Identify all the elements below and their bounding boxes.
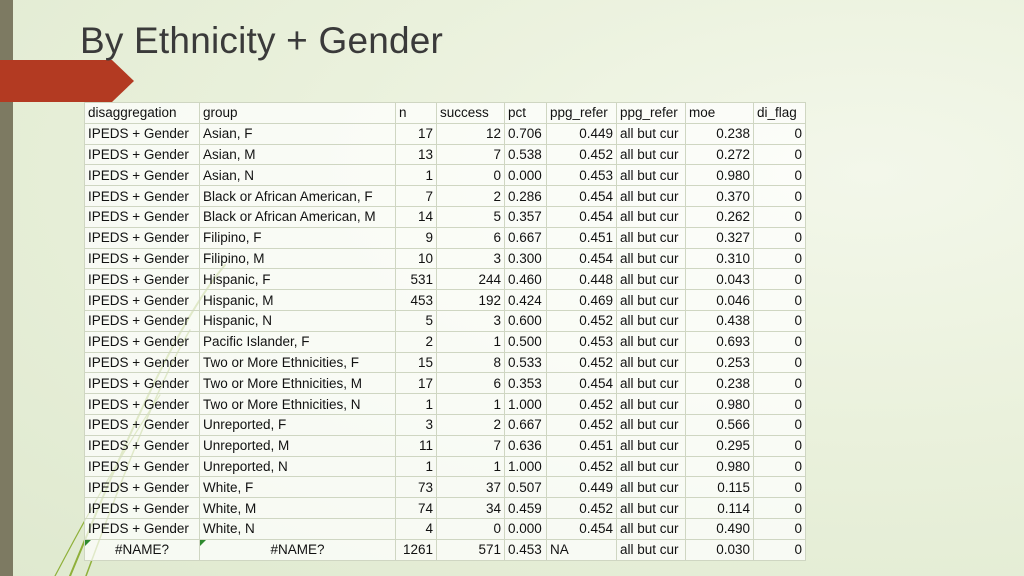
cell-success: 12 bbox=[437, 123, 505, 144]
cell-moe: 0.980 bbox=[686, 394, 754, 415]
cell-ppg-reference-group: all but cur bbox=[617, 456, 686, 477]
cell-ppg-reference-group: all but cur bbox=[617, 227, 686, 248]
table-row bbox=[85, 331, 806, 352]
cell-ppg-reference-group: all but cur bbox=[617, 498, 686, 519]
cell-ppg-reference: 0.454 bbox=[547, 518, 617, 539]
cell-ppg-reference-group: all but cur bbox=[617, 248, 686, 269]
table-row bbox=[85, 123, 806, 144]
cell-pct: 1.000 bbox=[505, 456, 547, 477]
cell-moe: 0.114 bbox=[686, 498, 754, 519]
cell-success: 192 bbox=[437, 290, 505, 311]
cell-di-flag: 0 bbox=[754, 144, 806, 165]
cell-disaggregation: IPEDS + Gender bbox=[85, 123, 200, 144]
cell-group: Black or African American, M bbox=[200, 206, 396, 227]
cell-di-flag: 0 bbox=[754, 394, 806, 415]
column-header: di_flag bbox=[754, 103, 806, 124]
cell-group: Unreported, M bbox=[200, 435, 396, 456]
cell-moe: 0.310 bbox=[686, 248, 754, 269]
cell-pct: 0.000 bbox=[505, 518, 547, 539]
cell-moe: 0.046 bbox=[686, 290, 754, 311]
cell-group: Hispanic, F bbox=[200, 269, 396, 290]
cell-pct: 0.667 bbox=[505, 414, 547, 435]
cell-success: 3 bbox=[437, 310, 505, 331]
table-row bbox=[85, 206, 806, 227]
cell-group: Two or More Ethnicities, N bbox=[200, 394, 396, 415]
cell-success: 7 bbox=[437, 435, 505, 456]
cell-ppg-reference-group: all but cur bbox=[617, 206, 686, 227]
table-row bbox=[85, 456, 806, 477]
cell-success: 1 bbox=[437, 456, 505, 477]
cell-di-flag: 0 bbox=[754, 310, 806, 331]
table-row bbox=[85, 290, 806, 311]
cell-moe: 0.238 bbox=[686, 373, 754, 394]
cell-ppg-reference: 0.454 bbox=[547, 206, 617, 227]
cell-disaggregation: IPEDS + Gender bbox=[85, 248, 200, 269]
cell-group: Hispanic, M bbox=[200, 290, 396, 311]
cell-ppg-reference: 0.454 bbox=[547, 248, 617, 269]
cell-pct: 0.538 bbox=[505, 144, 547, 165]
cell-ppg-reference-group: all but cur bbox=[617, 539, 686, 560]
cell-pct: 0.353 bbox=[505, 373, 547, 394]
cell-pct: 0.500 bbox=[505, 331, 547, 352]
cell-pct: 1.000 bbox=[505, 394, 547, 415]
cell-n: 453 bbox=[396, 290, 437, 311]
cell-n: 531 bbox=[396, 269, 437, 290]
cell-n: 4 bbox=[396, 518, 437, 539]
cell-success: 6 bbox=[437, 227, 505, 248]
cell-ppg-reference: 0.448 bbox=[547, 269, 617, 290]
summary-row bbox=[85, 539, 806, 560]
cell-ppg-reference: 0.449 bbox=[547, 123, 617, 144]
cell-n: 14 bbox=[396, 206, 437, 227]
cell-pct: 0.706 bbox=[505, 123, 547, 144]
cell-pct: 0.460 bbox=[505, 269, 547, 290]
table-row bbox=[85, 394, 806, 415]
cell-disaggregation: IPEDS + Gender bbox=[85, 414, 200, 435]
cell-ppg-reference: 0.452 bbox=[547, 498, 617, 519]
cell-di-flag: 0 bbox=[754, 227, 806, 248]
column-header: group bbox=[200, 103, 396, 124]
cell-pct: 0.453 bbox=[505, 539, 547, 560]
cell-group: White, F bbox=[200, 477, 396, 498]
data-table bbox=[84, 102, 806, 561]
cell-n: 7 bbox=[396, 186, 437, 207]
cell-n: 1 bbox=[396, 456, 437, 477]
cell-ppg-reference-group: all but cur bbox=[617, 518, 686, 539]
cell-success: 1 bbox=[437, 331, 505, 352]
cell-disaggregation: IPEDS + Gender bbox=[85, 394, 200, 415]
cell-ppg-reference: 0.449 bbox=[547, 477, 617, 498]
cell-pct: 0.000 bbox=[505, 165, 547, 186]
column-header: success bbox=[437, 103, 505, 124]
column-header: n bbox=[396, 103, 437, 124]
cell-ppg-reference: 0.452 bbox=[547, 456, 617, 477]
cell-moe: 0.115 bbox=[686, 477, 754, 498]
cell-pct: 0.533 bbox=[505, 352, 547, 373]
cell-group: Filipino, F bbox=[200, 227, 396, 248]
cell-moe: 0.030 bbox=[686, 539, 754, 560]
cell-ppg-reference-group: all but cur bbox=[617, 435, 686, 456]
cell-ppg-reference: 0.453 bbox=[547, 165, 617, 186]
table-row bbox=[85, 352, 806, 373]
cell-success: 5 bbox=[437, 206, 505, 227]
cell-ppg-reference-group: all but cur bbox=[617, 186, 686, 207]
cell-disaggregation: IPEDS + Gender bbox=[85, 227, 200, 248]
table-row bbox=[85, 310, 806, 331]
cell-disaggregation: IPEDS + Gender bbox=[85, 331, 200, 352]
cell-moe: 0.327 bbox=[686, 227, 754, 248]
cell-moe: 0.043 bbox=[686, 269, 754, 290]
cell-di-flag: 0 bbox=[754, 456, 806, 477]
cell-moe: 0.370 bbox=[686, 186, 754, 207]
cell-group: Asian, N bbox=[200, 165, 396, 186]
cell-disaggregation: IPEDS + Gender bbox=[85, 269, 200, 290]
page-title: By Ethnicity + Gender bbox=[80, 20, 444, 61]
cell-pct: 0.286 bbox=[505, 186, 547, 207]
cell-disaggregation: IPEDS + Gender bbox=[85, 373, 200, 394]
cell-n: 2 bbox=[396, 331, 437, 352]
cell-moe: 0.272 bbox=[686, 144, 754, 165]
cell-group: White, M bbox=[200, 498, 396, 519]
cell-group: #NAME? bbox=[200, 539, 396, 560]
cell-disaggregation: #NAME? bbox=[85, 539, 200, 560]
table-row bbox=[85, 518, 806, 539]
cell-ppg-reference: 0.454 bbox=[547, 373, 617, 394]
table-row bbox=[85, 227, 806, 248]
cell-moe: 0.438 bbox=[686, 310, 754, 331]
cell-di-flag: 0 bbox=[754, 414, 806, 435]
cell-di-flag: 0 bbox=[754, 290, 806, 311]
cell-moe: 0.262 bbox=[686, 206, 754, 227]
cell-disaggregation: IPEDS + Gender bbox=[85, 144, 200, 165]
cell-group: Black or African American, F bbox=[200, 186, 396, 207]
cell-disaggregation: IPEDS + Gender bbox=[85, 518, 200, 539]
cell-success: 2 bbox=[437, 186, 505, 207]
cell-ppg-reference-group: all but cur bbox=[617, 477, 686, 498]
cell-success: 571 bbox=[437, 539, 505, 560]
cell-ppg-reference: 0.452 bbox=[547, 414, 617, 435]
cell-di-flag: 0 bbox=[754, 269, 806, 290]
cell-ppg-reference-group: all but cur bbox=[617, 269, 686, 290]
cell-moe: 0.693 bbox=[686, 331, 754, 352]
cell-n: 74 bbox=[396, 498, 437, 519]
cell-n: 1 bbox=[396, 394, 437, 415]
cell-pct: 0.300 bbox=[505, 248, 547, 269]
cell-pct: 0.357 bbox=[505, 206, 547, 227]
cell-moe: 0.980 bbox=[686, 456, 754, 477]
cell-n: 73 bbox=[396, 477, 437, 498]
cell-ppg-reference-group: all but cur bbox=[617, 310, 686, 331]
cell-moe: 0.566 bbox=[686, 414, 754, 435]
cell-pct: 0.667 bbox=[505, 227, 547, 248]
table-row bbox=[85, 477, 806, 498]
cell-ppg-reference-group: all but cur bbox=[617, 165, 686, 186]
cell-di-flag: 0 bbox=[754, 435, 806, 456]
cell-success: 7 bbox=[437, 144, 505, 165]
cell-n: 17 bbox=[396, 373, 437, 394]
cell-moe: 0.295 bbox=[686, 435, 754, 456]
cell-group: Hispanic, N bbox=[200, 310, 396, 331]
cell-pct: 0.600 bbox=[505, 310, 547, 331]
table-row bbox=[85, 269, 806, 290]
cell-pct: 0.636 bbox=[505, 435, 547, 456]
table-row bbox=[85, 435, 806, 456]
table-header-row bbox=[85, 103, 806, 124]
cell-moe: 0.980 bbox=[686, 165, 754, 186]
cell-di-flag: 0 bbox=[754, 123, 806, 144]
cell-ppg-reference-group: all but cur bbox=[617, 123, 686, 144]
cell-di-flag: 0 bbox=[754, 331, 806, 352]
table-row bbox=[85, 144, 806, 165]
column-header: pct bbox=[505, 103, 547, 124]
cell-group: Filipino, M bbox=[200, 248, 396, 269]
cell-ppg-reference: 0.454 bbox=[547, 186, 617, 207]
cell-di-flag: 0 bbox=[754, 477, 806, 498]
table-row bbox=[85, 498, 806, 519]
cell-success: 37 bbox=[437, 477, 505, 498]
cell-ppg-reference-group: all but cur bbox=[617, 394, 686, 415]
table-row bbox=[85, 373, 806, 394]
cell-ppg-reference-group: all but cur bbox=[617, 331, 686, 352]
cell-disaggregation: IPEDS + Gender bbox=[85, 165, 200, 186]
cell-group: Pacific Islander, F bbox=[200, 331, 396, 352]
cell-ppg-reference: 0.452 bbox=[547, 310, 617, 331]
cell-disaggregation: IPEDS + Gender bbox=[85, 477, 200, 498]
cell-pct: 0.424 bbox=[505, 290, 547, 311]
table-body bbox=[85, 123, 806, 560]
cell-n: 5 bbox=[396, 310, 437, 331]
cell-n: 13 bbox=[396, 144, 437, 165]
cell-ppg-reference-group: all but cur bbox=[617, 373, 686, 394]
cell-ppg-reference: NA bbox=[547, 539, 617, 560]
cell-disaggregation: IPEDS + Gender bbox=[85, 310, 200, 331]
cell-n: 9 bbox=[396, 227, 437, 248]
cell-disaggregation: IPEDS + Gender bbox=[85, 352, 200, 373]
table-row bbox=[85, 248, 806, 269]
cell-disaggregation: IPEDS + Gender bbox=[85, 435, 200, 456]
cell-ppg-reference: 0.452 bbox=[547, 394, 617, 415]
cell-success: 3 bbox=[437, 248, 505, 269]
cell-n: 11 bbox=[396, 435, 437, 456]
column-header: moe bbox=[686, 103, 754, 124]
cell-disaggregation: IPEDS + Gender bbox=[85, 456, 200, 477]
cell-n: 1 bbox=[396, 165, 437, 186]
cell-ppg-reference-group: all but cur bbox=[617, 144, 686, 165]
cell-group: Unreported, F bbox=[200, 414, 396, 435]
cell-disaggregation: IPEDS + Gender bbox=[85, 498, 200, 519]
cell-di-flag: 0 bbox=[754, 206, 806, 227]
cell-group: Two or More Ethnicities, M bbox=[200, 373, 396, 394]
cell-di-flag: 0 bbox=[754, 186, 806, 207]
cell-di-flag: 0 bbox=[754, 373, 806, 394]
cell-ppg-reference: 0.451 bbox=[547, 435, 617, 456]
column-header: disaggregation bbox=[85, 103, 200, 124]
cell-disaggregation: IPEDS + Gender bbox=[85, 290, 200, 311]
cell-ppg-reference-group: all but cur bbox=[617, 290, 686, 311]
table-row bbox=[85, 186, 806, 207]
column-header: ppg_refer bbox=[617, 103, 686, 124]
cell-moe: 0.238 bbox=[686, 123, 754, 144]
cell-di-flag: 0 bbox=[754, 518, 806, 539]
cell-moe: 0.490 bbox=[686, 518, 754, 539]
column-header: ppg_refer bbox=[547, 103, 617, 124]
cell-group: Asian, F bbox=[200, 123, 396, 144]
cell-success: 8 bbox=[437, 352, 505, 373]
cell-pct: 0.459 bbox=[505, 498, 547, 519]
cell-disaggregation: IPEDS + Gender bbox=[85, 186, 200, 207]
cell-n: 15 bbox=[396, 352, 437, 373]
cell-ppg-reference: 0.453 bbox=[547, 331, 617, 352]
cell-di-flag: 0 bbox=[754, 539, 806, 560]
cell-di-flag: 0 bbox=[754, 498, 806, 519]
cell-success: 0 bbox=[437, 165, 505, 186]
cell-ppg-reference: 0.452 bbox=[547, 352, 617, 373]
table-row bbox=[85, 414, 806, 435]
cell-di-flag: 0 bbox=[754, 352, 806, 373]
cell-ppg-reference-group: all but cur bbox=[617, 414, 686, 435]
cell-moe: 0.253 bbox=[686, 352, 754, 373]
cell-success: 34 bbox=[437, 498, 505, 519]
cell-ppg-reference: 0.452 bbox=[547, 144, 617, 165]
cell-di-flag: 0 bbox=[754, 248, 806, 269]
cell-group: Unreported, N bbox=[200, 456, 396, 477]
cell-n: 10 bbox=[396, 248, 437, 269]
table-row bbox=[85, 165, 806, 186]
cell-n: 17 bbox=[396, 123, 437, 144]
cell-success: 0 bbox=[437, 518, 505, 539]
cell-ppg-reference: 0.469 bbox=[547, 290, 617, 311]
cell-pct: 0.507 bbox=[505, 477, 547, 498]
cell-di-flag: 0 bbox=[754, 165, 806, 186]
cell-success: 244 bbox=[437, 269, 505, 290]
cell-ppg-reference: 0.451 bbox=[547, 227, 617, 248]
cell-n: 3 bbox=[396, 414, 437, 435]
cell-success: 1 bbox=[437, 394, 505, 415]
cell-ppg-reference-group: all but cur bbox=[617, 352, 686, 373]
cell-group: Asian, M bbox=[200, 144, 396, 165]
cell-success: 6 bbox=[437, 373, 505, 394]
cell-group: Two or More Ethnicities, F bbox=[200, 352, 396, 373]
cell-group: White, N bbox=[200, 518, 396, 539]
cell-disaggregation: IPEDS + Gender bbox=[85, 206, 200, 227]
cell-success: 2 bbox=[437, 414, 505, 435]
cell-n: 1261 bbox=[396, 539, 437, 560]
